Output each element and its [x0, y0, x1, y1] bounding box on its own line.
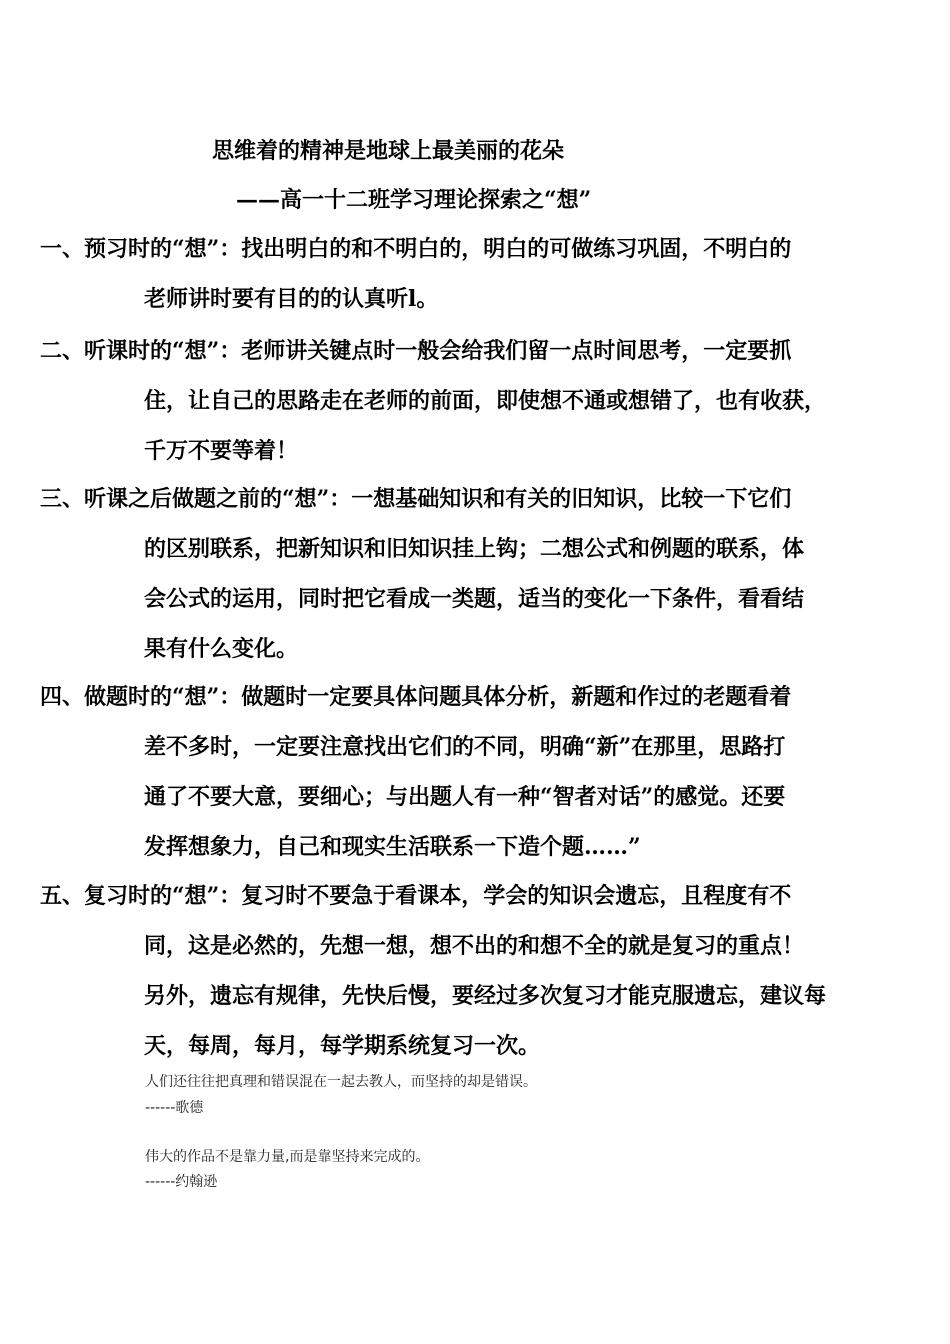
section-line: 会公式的运用，同时把它看成一类题，适当的变化一下条件，看看结 [144, 586, 805, 612]
section-line: 差不多时，一定要注意找出它们的不同，明确“新”在那里，思路打 [144, 734, 786, 760]
section-line: 的区别联系，把新知识和旧知识挂上钩；二想公式和例题的联系，体 [144, 536, 805, 562]
section-line: 一、预习时的“想”：找出明白的和不明白的，明白的可做练习巩固，不明白的 [40, 236, 792, 262]
document-title: 思维着的精神是地球上最美丽的花朵 [212, 138, 565, 164]
section-preview [40, 224, 810, 324]
section-line: 天，每周，每月，每学期系统复习一次。 [144, 1033, 541, 1059]
section-line: 另外，遗忘有规律，先快后慢，要经过多次复习才能克服遗忘，建议每 [144, 983, 827, 1009]
section-line: 果有什么变化。 [144, 636, 299, 662]
quote-text: 伟大的作品不是靠力量,而是靠坚持来完成的。 [145, 1149, 430, 1165]
section-line: 三、听课之后做题之前的“想”：一想基础知识和有关的旧知识，比较一下它们 [40, 486, 792, 512]
section-line: 通了不要大意，要细心；与出题人有一种“智者对话”的感觉。还要 [144, 784, 786, 810]
section-line: 千万不要等着！ [144, 438, 299, 464]
quote-text: 人们还往往把真理和错误混在一起去教人，而坚持的却是错误。 [145, 1074, 537, 1090]
document-subtitle: ——高一十二班学习理论探索之“想” [236, 187, 592, 213]
section-line: 老师讲时要有目的的认真听l。 [144, 286, 439, 312]
quote-author: ------约翰逊 [145, 1174, 218, 1190]
section-line: 发挥想象力，自己和现实生活联系一下造个题……” [144, 834, 641, 860]
section-review [40, 871, 827, 1071]
section-line: 四、做题时的“想”：做题时一定要具体问题具体分析，新题和作过的老题看着 [40, 684, 792, 710]
section-line: 五、复习时的“想”：复习时不要急于看课本，学会的知识会遗忘，且程度有不 [40, 883, 792, 909]
section-exercise [40, 672, 810, 872]
section-line: 二、听课时的“想”：老师讲关键点时一般会给我们留一点时间思考，一定要抓 [40, 338, 792, 364]
section-listening [40, 326, 827, 476]
section-line: 住，让自己的思路走在老师的前面，即使想不通或想错了，也有收获， [144, 388, 827, 414]
quote-author: ------歌德 [145, 1100, 204, 1116]
section-before-exercise [40, 474, 810, 674]
section-line: 同，这是必然的，先想一想，想不出的和想不全的就是复习的重点！ [144, 933, 805, 959]
